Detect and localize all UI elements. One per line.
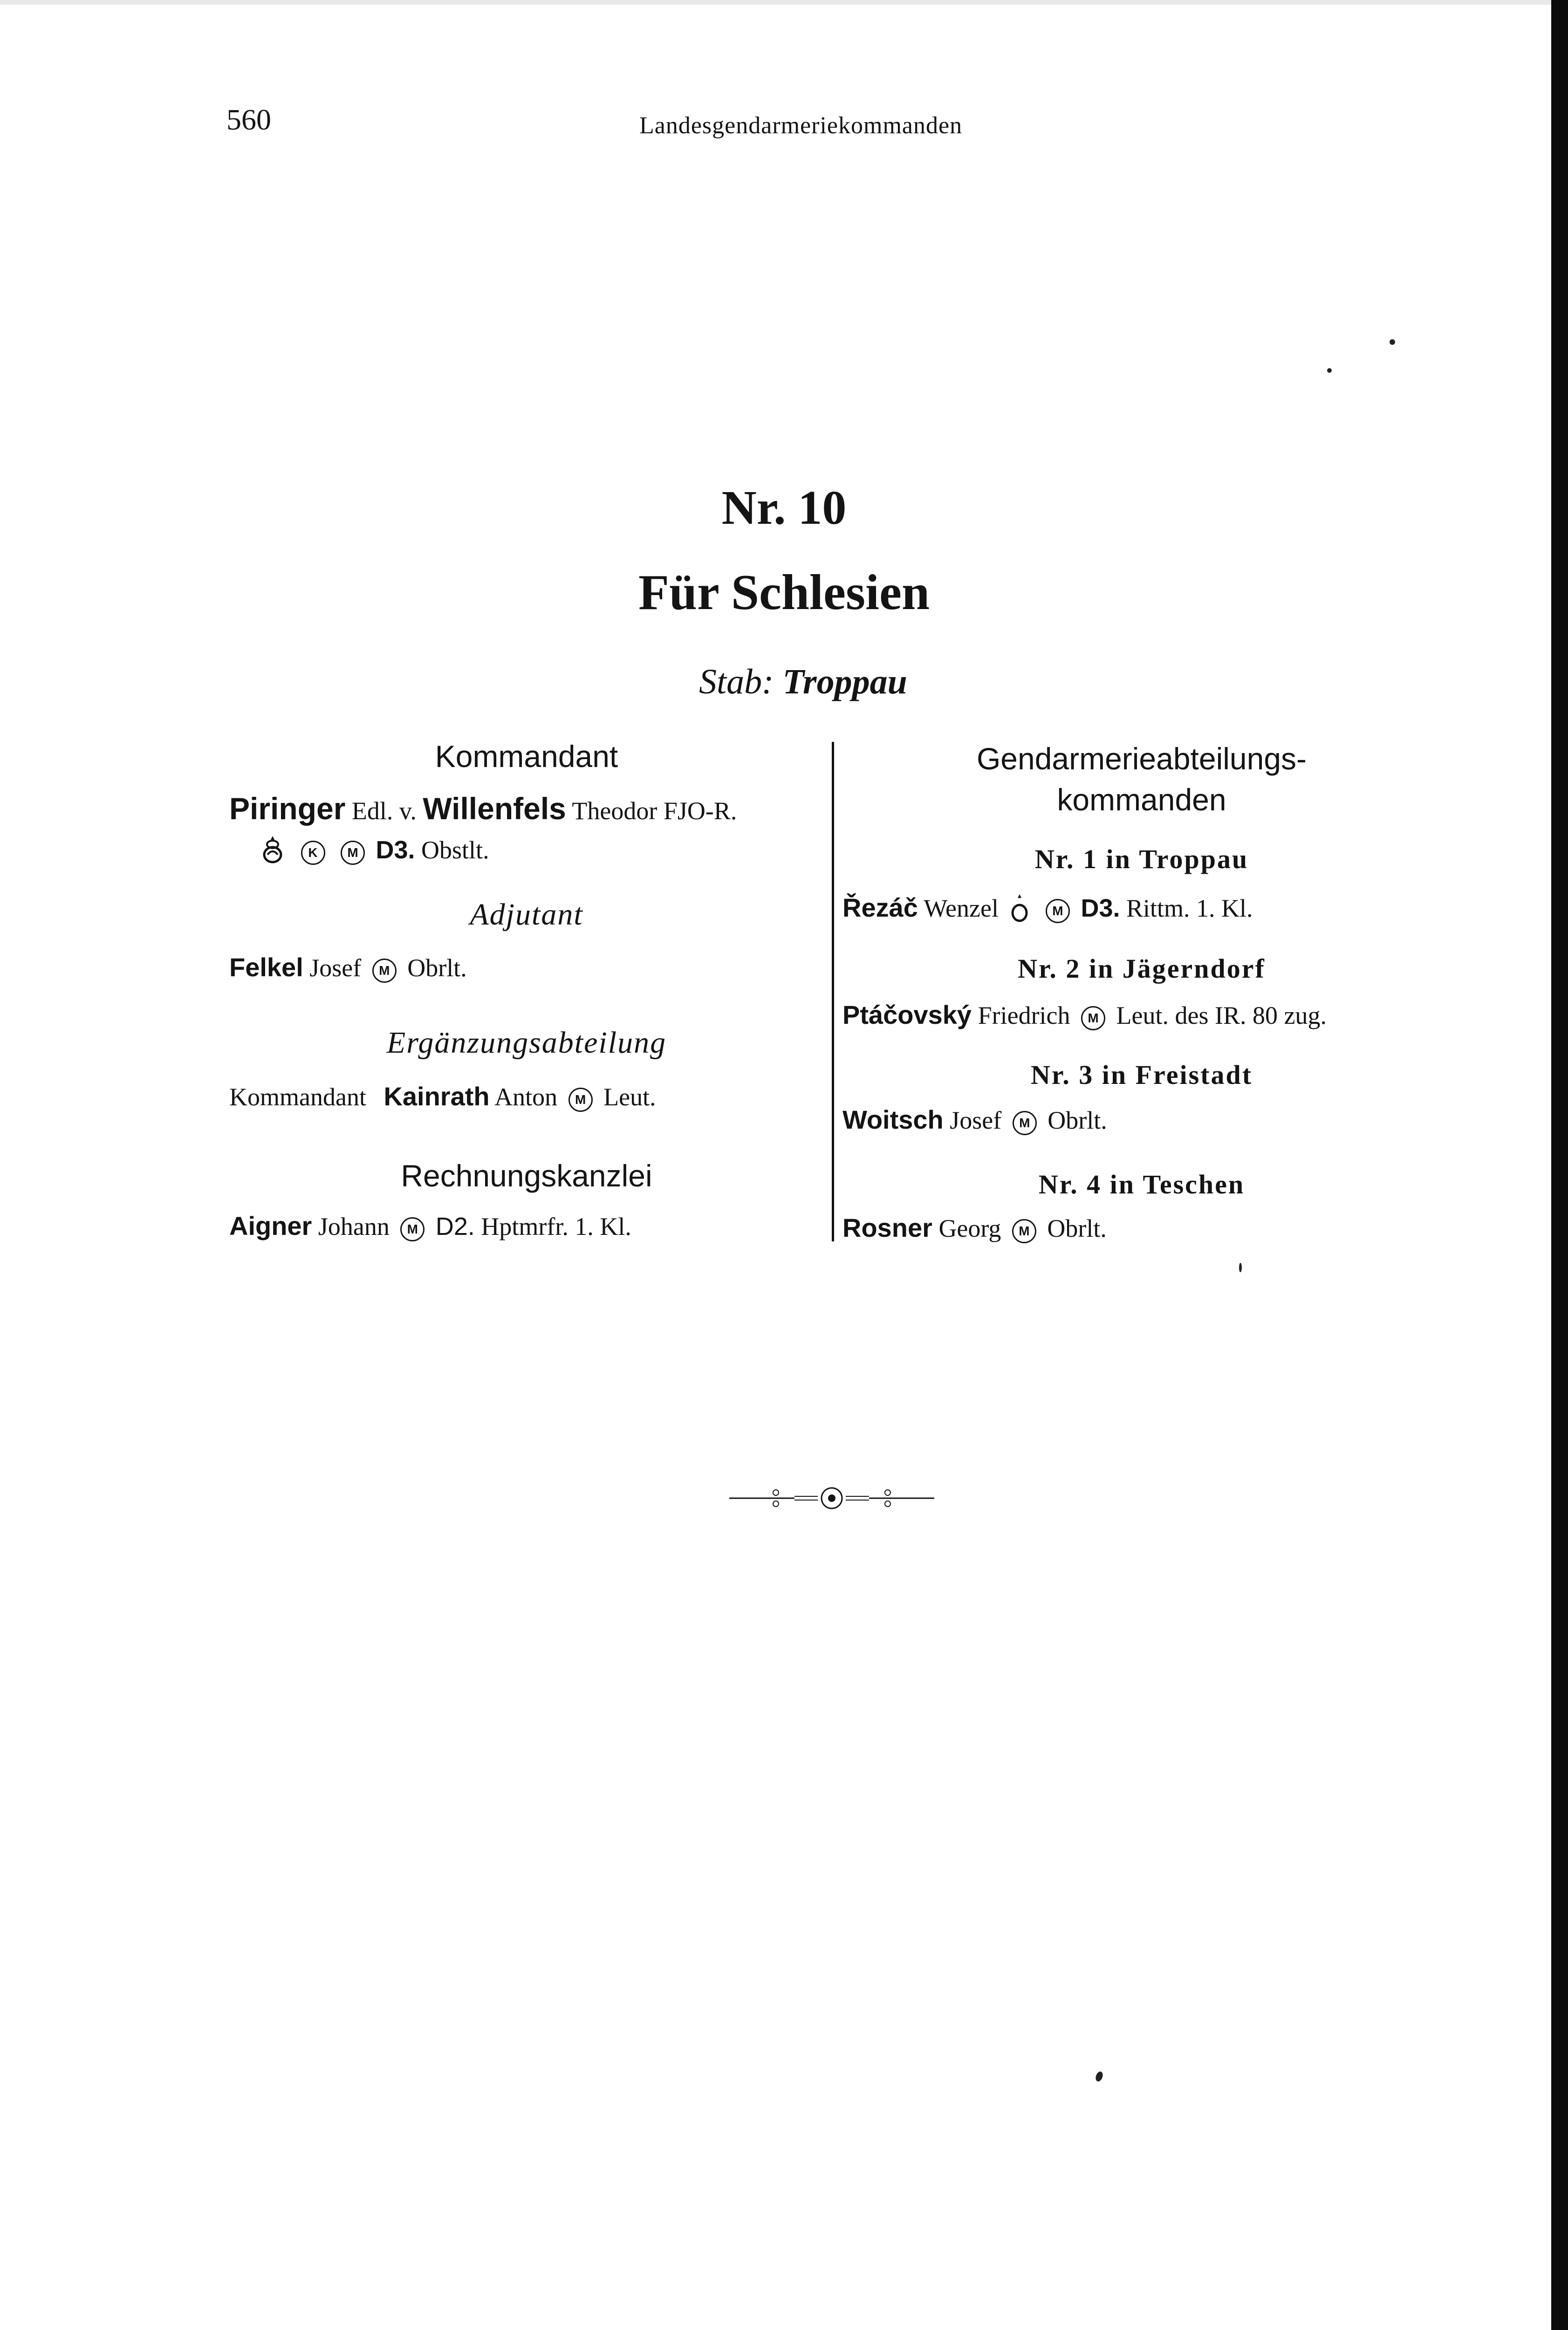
running-head: Landesgendarmeriekommanden <box>639 112 963 139</box>
kommandant-entry-line2 <box>255 834 489 871</box>
section-number: Nr. 10 <box>721 481 847 535</box>
scan-speck <box>1239 1263 1242 1272</box>
unit-2-given: Friedrich <box>978 1001 1070 1029</box>
adjutant-given: Josef <box>309 954 362 982</box>
mark-m-icon: M <box>1046 899 1070 923</box>
staff-location <box>699 662 907 702</box>
staff-place: Troppau <box>782 662 907 701</box>
kommandant-rank-code: D3. <box>376 836 415 864</box>
adjutant-entry <box>229 952 467 983</box>
rechnung-given: Johann <box>318 1213 390 1240</box>
decoration-icon <box>261 834 284 871</box>
kommandant-given: Theodor FJO-R. <box>572 797 737 825</box>
mark-m-icon: M <box>568 1088 593 1112</box>
unit-3-given: Josef <box>950 1106 1002 1134</box>
mark-k-icon: K <box>301 841 325 865</box>
unit-2-surname: Ptáčovský <box>842 1000 972 1029</box>
ornament-divider <box>729 1480 934 1519</box>
mark-m-icon: M <box>400 1217 425 1241</box>
kommandant-rank: Obstlt. <box>421 836 489 864</box>
unit-3-entry <box>842 1104 1107 1135</box>
kommandant-surname: Piringer <box>229 791 346 826</box>
scan-top-edge <box>0 0 1551 5</box>
unit-1-rank-code: D3. <box>1081 894 1120 922</box>
column-divider <box>832 742 834 1241</box>
rechnung-rank-code: D2. <box>435 1213 475 1240</box>
ergaenzung-heading: Ergänzungsabteilung <box>386 1026 667 1060</box>
unit-4-given: Georg <box>938 1214 1001 1242</box>
scan-right-edge <box>1551 0 1568 2330</box>
mark-m-icon: M <box>341 841 365 865</box>
kommandant-heading: Kommandant <box>435 739 618 774</box>
scan-speck <box>1390 339 1395 345</box>
ergaenzung-entry <box>229 1081 656 1112</box>
rechnung-rank: Hptmrfr. 1. Kl. <box>481 1213 631 1240</box>
unit-4-entry <box>842 1213 1107 1243</box>
section-title: Für Schlesien <box>638 565 930 620</box>
rechnung-entry <box>229 1211 631 1241</box>
unit-4-heading: Nr. 4 in Teschen <box>1038 1169 1245 1199</box>
kommandant-surname2: Willenfels <box>423 791 566 826</box>
mark-m-icon: M <box>1012 1219 1036 1243</box>
unit-1-given: Wenzel <box>924 894 999 922</box>
mark-m-icon: M <box>372 959 397 983</box>
ergaenzung-surname: Kainrath <box>383 1082 490 1111</box>
unit-4-surname: Rosner <box>842 1213 932 1242</box>
unit-3-rank: Obrlt. <box>1048 1106 1107 1134</box>
unit-2-heading: Nr. 2 in Jägerndorf <box>1018 953 1266 984</box>
ergaenzung-role: Kommandant <box>229 1083 366 1111</box>
unit-1-rank: Rittm. 1. Kl. <box>1126 894 1253 922</box>
unit-1-entry <box>842 892 1253 929</box>
mark-m-icon: M <box>1013 1111 1037 1135</box>
unit-3-heading: Nr. 3 in Freistadt <box>1030 1060 1253 1090</box>
staff-label: Stab: <box>699 662 774 701</box>
scan-speck <box>1327 368 1332 373</box>
decoration-icon <box>1010 892 1029 929</box>
unit-2-rank: Leut. des IR. 80 zug. <box>1116 1001 1327 1029</box>
adjutant-rank: Obrlt. <box>407 954 467 982</box>
adjutant-surname: Felkel <box>229 953 303 982</box>
mark-m-icon: M <box>1081 1006 1105 1030</box>
ergaenzung-given: Anton <box>494 1083 558 1111</box>
abteilungs-heading-line1: Gendarmerieabteilungs- <box>976 741 1307 776</box>
unit-1-surname: Řezáč <box>842 893 918 922</box>
ergaenzung-rank: Leut. <box>603 1083 656 1111</box>
abteilungs-heading-line2: kommanden <box>1057 782 1226 817</box>
rechnung-heading: Rechnungskanzlei <box>401 1158 652 1193</box>
unit-1-heading: Nr. 1 in Troppau <box>1034 844 1249 874</box>
page-number: 560 <box>226 103 271 136</box>
rechnung-surname: Aigner <box>229 1211 312 1240</box>
unit-4-rank: Obrlt. <box>1047 1214 1107 1242</box>
scan-speck <box>1095 2070 1104 2082</box>
adjutant-heading: Adjutant <box>470 898 583 932</box>
kommandant-title: Edl. v. <box>351 797 417 825</box>
kommandant-entry-line1 <box>229 791 737 826</box>
unit-3-surname: Woitsch <box>842 1105 944 1134</box>
unit-2-entry <box>842 1000 1327 1030</box>
